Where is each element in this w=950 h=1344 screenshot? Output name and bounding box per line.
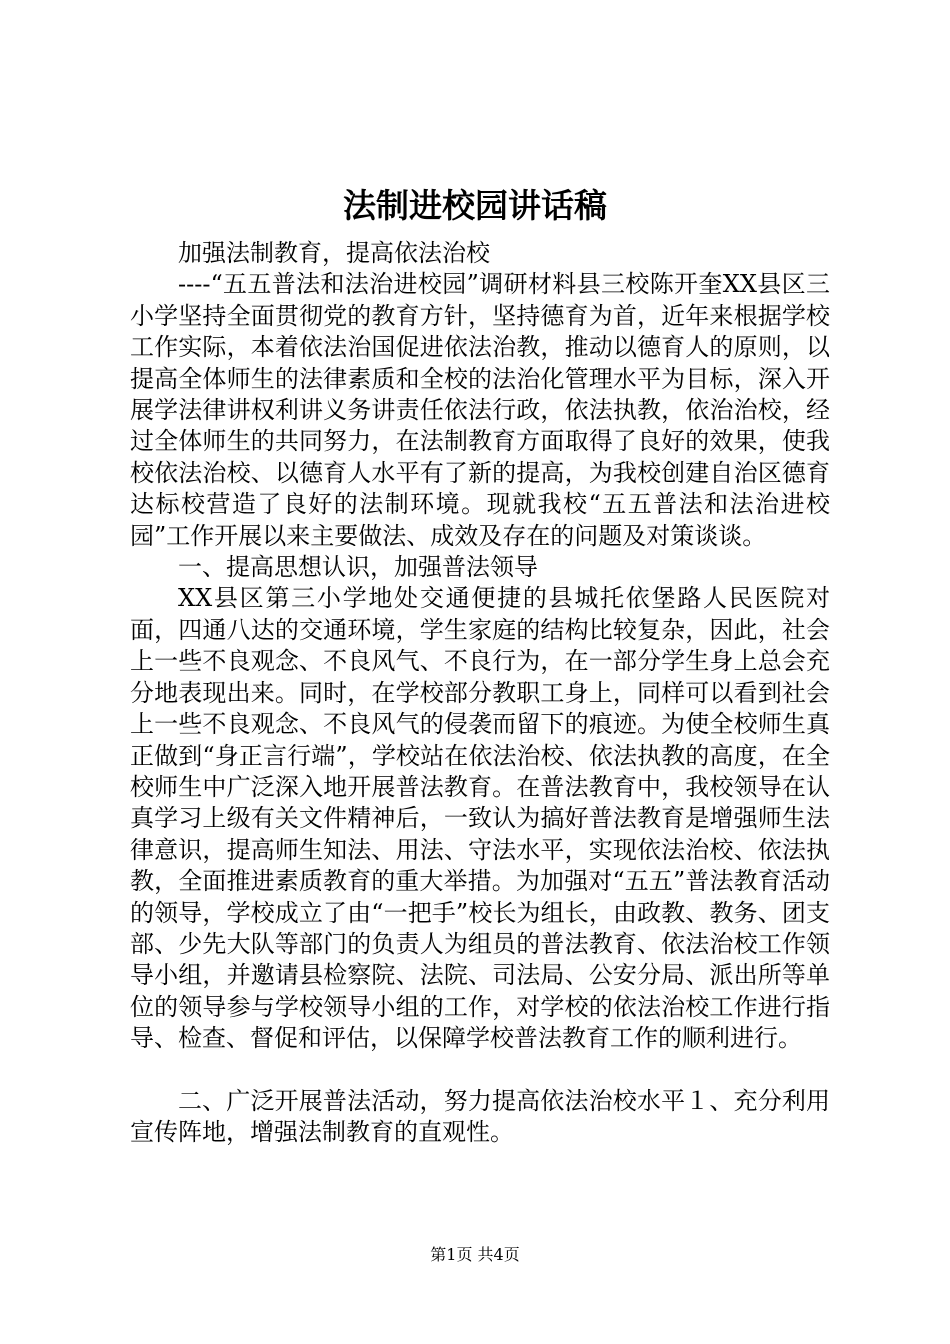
intro-paragraph: ----“五五普法和法治进校园”调研材料县三校陈开奎XX县区三小学坚持全面贯彻党的教育方针，坚持德育为首，近年来根据学校工作实际，本着依法治国促进依法治教，推动以德育人的原则，以提高全体师生的法律素质和全校的法治化管理水平为目标，深入开展学法律讲权利讲义务讲责任依法行政，依法执教，依治治校，经过全体师生的共同努力，在法制教育方面取得了良好的效果，使我校依法治校、以德育人水平有了新的提高，为我校创建自治区德育达标校营造了良好的法制环境。现就我校“五五普法和法治进校园”工作开展以来主要做法、成效及存在的问题及对策谈谈。 bbox=[130, 270, 830, 550]
page-number-footer: 第1页 共4页 bbox=[430, 1245, 520, 1264]
document-title: 法制进校园讲话稿 bbox=[343, 186, 607, 225]
section-heading-2: 二、广泛开展普法活动，努力提高依法治校水平１、充分利用宣传阵地，增强法制教育的直观性。 bbox=[130, 1086, 830, 1146]
section-1-paragraph: XX县区第三小学地处交通便捷的县城托依堡路人民医院对面，四通八达的交通环境，学生家庭的结构比较复杂，因此，社会上一些不良观念、不良风气、不良行为，在一部分学生身上总会充分地表现出来。同时，在学校部分教职工身上，同样可以看到社会上一些不良观念、不良风气的侵袭而留下的痕迹。为使全校师生真正做到“身正言行端”，学校站在依法治校、依法执教的高度，在全校师生中广泛深入地开展普法教育。在普法教育中，我校领导在认真学习上级有关文件精神后，一致认为搞好普法教育是增强师生法律意识，提高师生知法、用法、守法水平，实现依法治校、依法执教，全面推进素质教育的重大举措。为加强对“五五”普法教育活动的领导，学校成立了由“一把手”校长为组长，由政教、教务、团支部、少先大队等部门的负责人为组员的普法教育、依法治校工作领导小组，并邀请县检察院、法院、司法局、公安分局、派出所等单位的领导参与学校领导小组的工作，对学校的依法治校工作进行指导、检查、督促和评估，以保障学校普法教育工作的顺利进行。 bbox=[130, 584, 830, 1053]
section-heading-1: 一、提高思想认识，加强普法领导 bbox=[178, 553, 538, 582]
document-body bbox=[130, 238, 830, 1148]
subtitle-paragraph: 加强法制教育，提高依法治校 bbox=[178, 239, 490, 267]
